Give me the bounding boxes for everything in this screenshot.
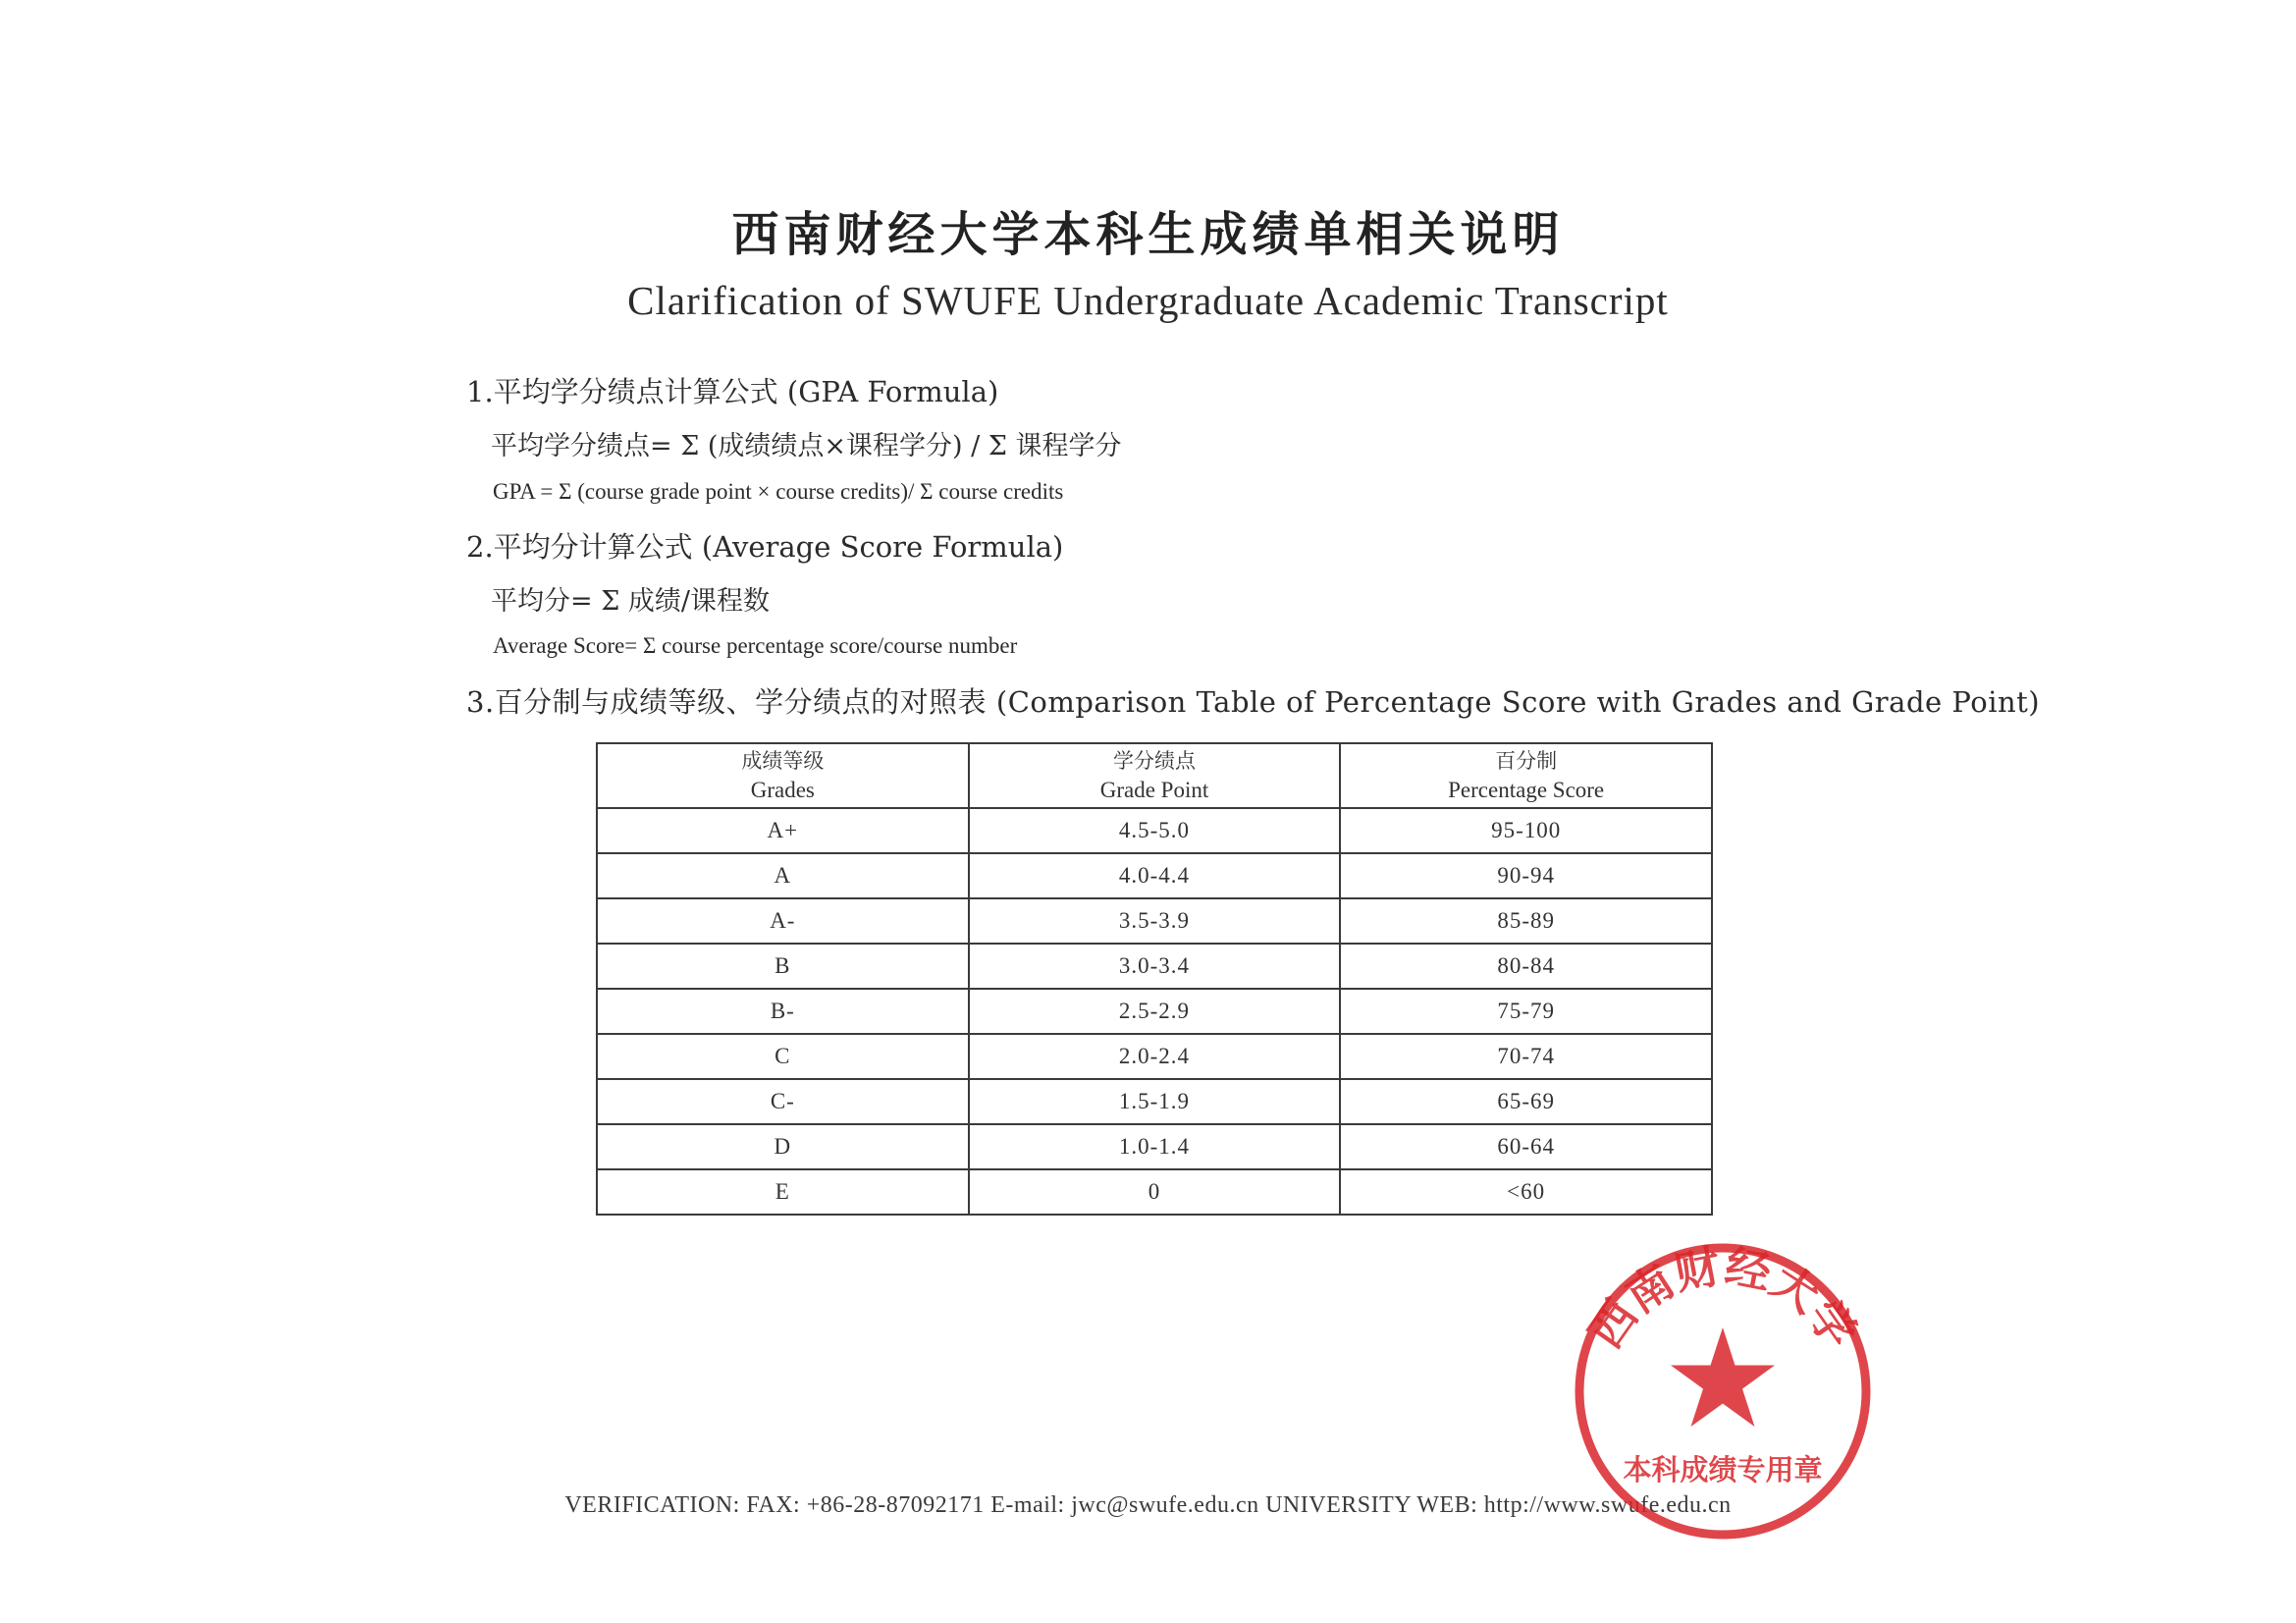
section-1-heading: 1.平均学分绩点计算公式 (GPA Formula) bbox=[466, 375, 999, 408]
grade-point-cell: 2.5-2.9 bbox=[969, 989, 1341, 1034]
percentage-cell: 85-89 bbox=[1340, 898, 1712, 944]
section-3-heading: 3.百分制与成绩等级、学分绩点的对照表 (Comparison Table of Percentage Score with Grades and Grade Point) bbox=[466, 685, 2041, 719]
grade-cell: E bbox=[597, 1169, 969, 1215]
gpa-formula-chinese: 平均学分绩点= Σ (成绩绩点×课程学分) / Σ 课程学分 bbox=[491, 431, 1122, 461]
grade-cell: B- bbox=[597, 989, 969, 1034]
seal-top-text: 西南财经大学 bbox=[1578, 1239, 1867, 1358]
table-row bbox=[597, 1034, 1712, 1079]
average-formula-english: Average Score= Σ course percentage score/course number bbox=[493, 633, 1018, 658]
university-seal-stamp bbox=[1571, 1239, 1875, 1543]
table-header-row bbox=[597, 743, 1712, 808]
header-grade-point bbox=[969, 743, 1341, 808]
table-row bbox=[597, 1124, 1712, 1169]
grade-point-cell: 4.5-5.0 bbox=[969, 808, 1341, 853]
percentage-cell: <60 bbox=[1340, 1169, 1712, 1215]
grade-point-cell: 1.0-1.4 bbox=[969, 1124, 1341, 1169]
grade-point-cell: 4.0-4.4 bbox=[969, 853, 1341, 898]
grade-cell: C- bbox=[597, 1079, 969, 1124]
table-row bbox=[597, 898, 1712, 944]
grade-point-cell: 1.5-1.9 bbox=[969, 1079, 1341, 1124]
percentage-cell: 75-79 bbox=[1340, 989, 1712, 1034]
seal-bottom-text: 本科成绩专用章 bbox=[1623, 1453, 1823, 1487]
table-row bbox=[597, 808, 1712, 853]
table-row bbox=[597, 989, 1712, 1034]
seal-star-icon bbox=[1671, 1327, 1775, 1427]
percentage-cell: 65-69 bbox=[1340, 1079, 1712, 1124]
header-percentage-score bbox=[1340, 743, 1712, 808]
header-grades-en: Grades bbox=[750, 778, 815, 802]
verification-footer: VERIFICATION: FAX: +86-28-87092171 E-mail: jwc@swufe.edu.cn UNIVERSITY WEB: http://www.swufe.edu.cn bbox=[564, 1492, 1732, 1518]
grade-point-cell: 3.5-3.9 bbox=[969, 898, 1341, 944]
percentage-cell: 80-84 bbox=[1340, 944, 1712, 989]
grade-cell: D bbox=[597, 1124, 969, 1169]
header-grades bbox=[597, 743, 969, 808]
table-row bbox=[597, 1169, 1712, 1215]
average-formula-chinese: 平均分= Σ 成绩/课程数 bbox=[491, 586, 770, 617]
percentage-cell: 70-74 bbox=[1340, 1034, 1712, 1079]
percentage-cell: 60-64 bbox=[1340, 1124, 1712, 1169]
document-title-chinese: 西南财经大学本科生成绩单相关说明 bbox=[731, 207, 1565, 262]
grade-cell: C bbox=[597, 1034, 969, 1079]
table-row bbox=[597, 1079, 1712, 1124]
table-row bbox=[597, 944, 1712, 989]
grade-point-cell: 0 bbox=[969, 1169, 1341, 1215]
grade-point-cell: 3.0-3.4 bbox=[969, 944, 1341, 989]
grade-cell: A- bbox=[597, 898, 969, 944]
percentage-cell: 95-100 bbox=[1340, 808, 1712, 853]
header-grades-cn: 成绩等级 bbox=[741, 749, 825, 773]
document-title-english: Clarification of SWUFE Undergraduate Academic Transcript bbox=[627, 278, 1669, 323]
header-grade-point-cn: 学分绩点 bbox=[1112, 749, 1196, 773]
grade-cell: A+ bbox=[597, 808, 969, 853]
gpa-formula-english: GPA = Σ (course grade point × course credits)/ Σ course credits bbox=[493, 479, 1064, 504]
percentage-cell: 90-94 bbox=[1340, 853, 1712, 898]
grade-point-cell: 2.0-2.4 bbox=[969, 1034, 1341, 1079]
header-grade-point-en: Grade Point bbox=[1099, 778, 1209, 802]
grade-cell: A bbox=[597, 853, 969, 898]
grade-comparison-table bbox=[596, 742, 1713, 1216]
grade-cell: B bbox=[597, 944, 969, 989]
table-row bbox=[597, 853, 1712, 898]
header-percentage-score-en: Percentage Score bbox=[1448, 778, 1605, 802]
header-percentage-score-cn: 百分制 bbox=[1495, 749, 1558, 773]
section-2-heading: 2.平均分计算公式 (Average Score Formula) bbox=[466, 530, 1064, 564]
